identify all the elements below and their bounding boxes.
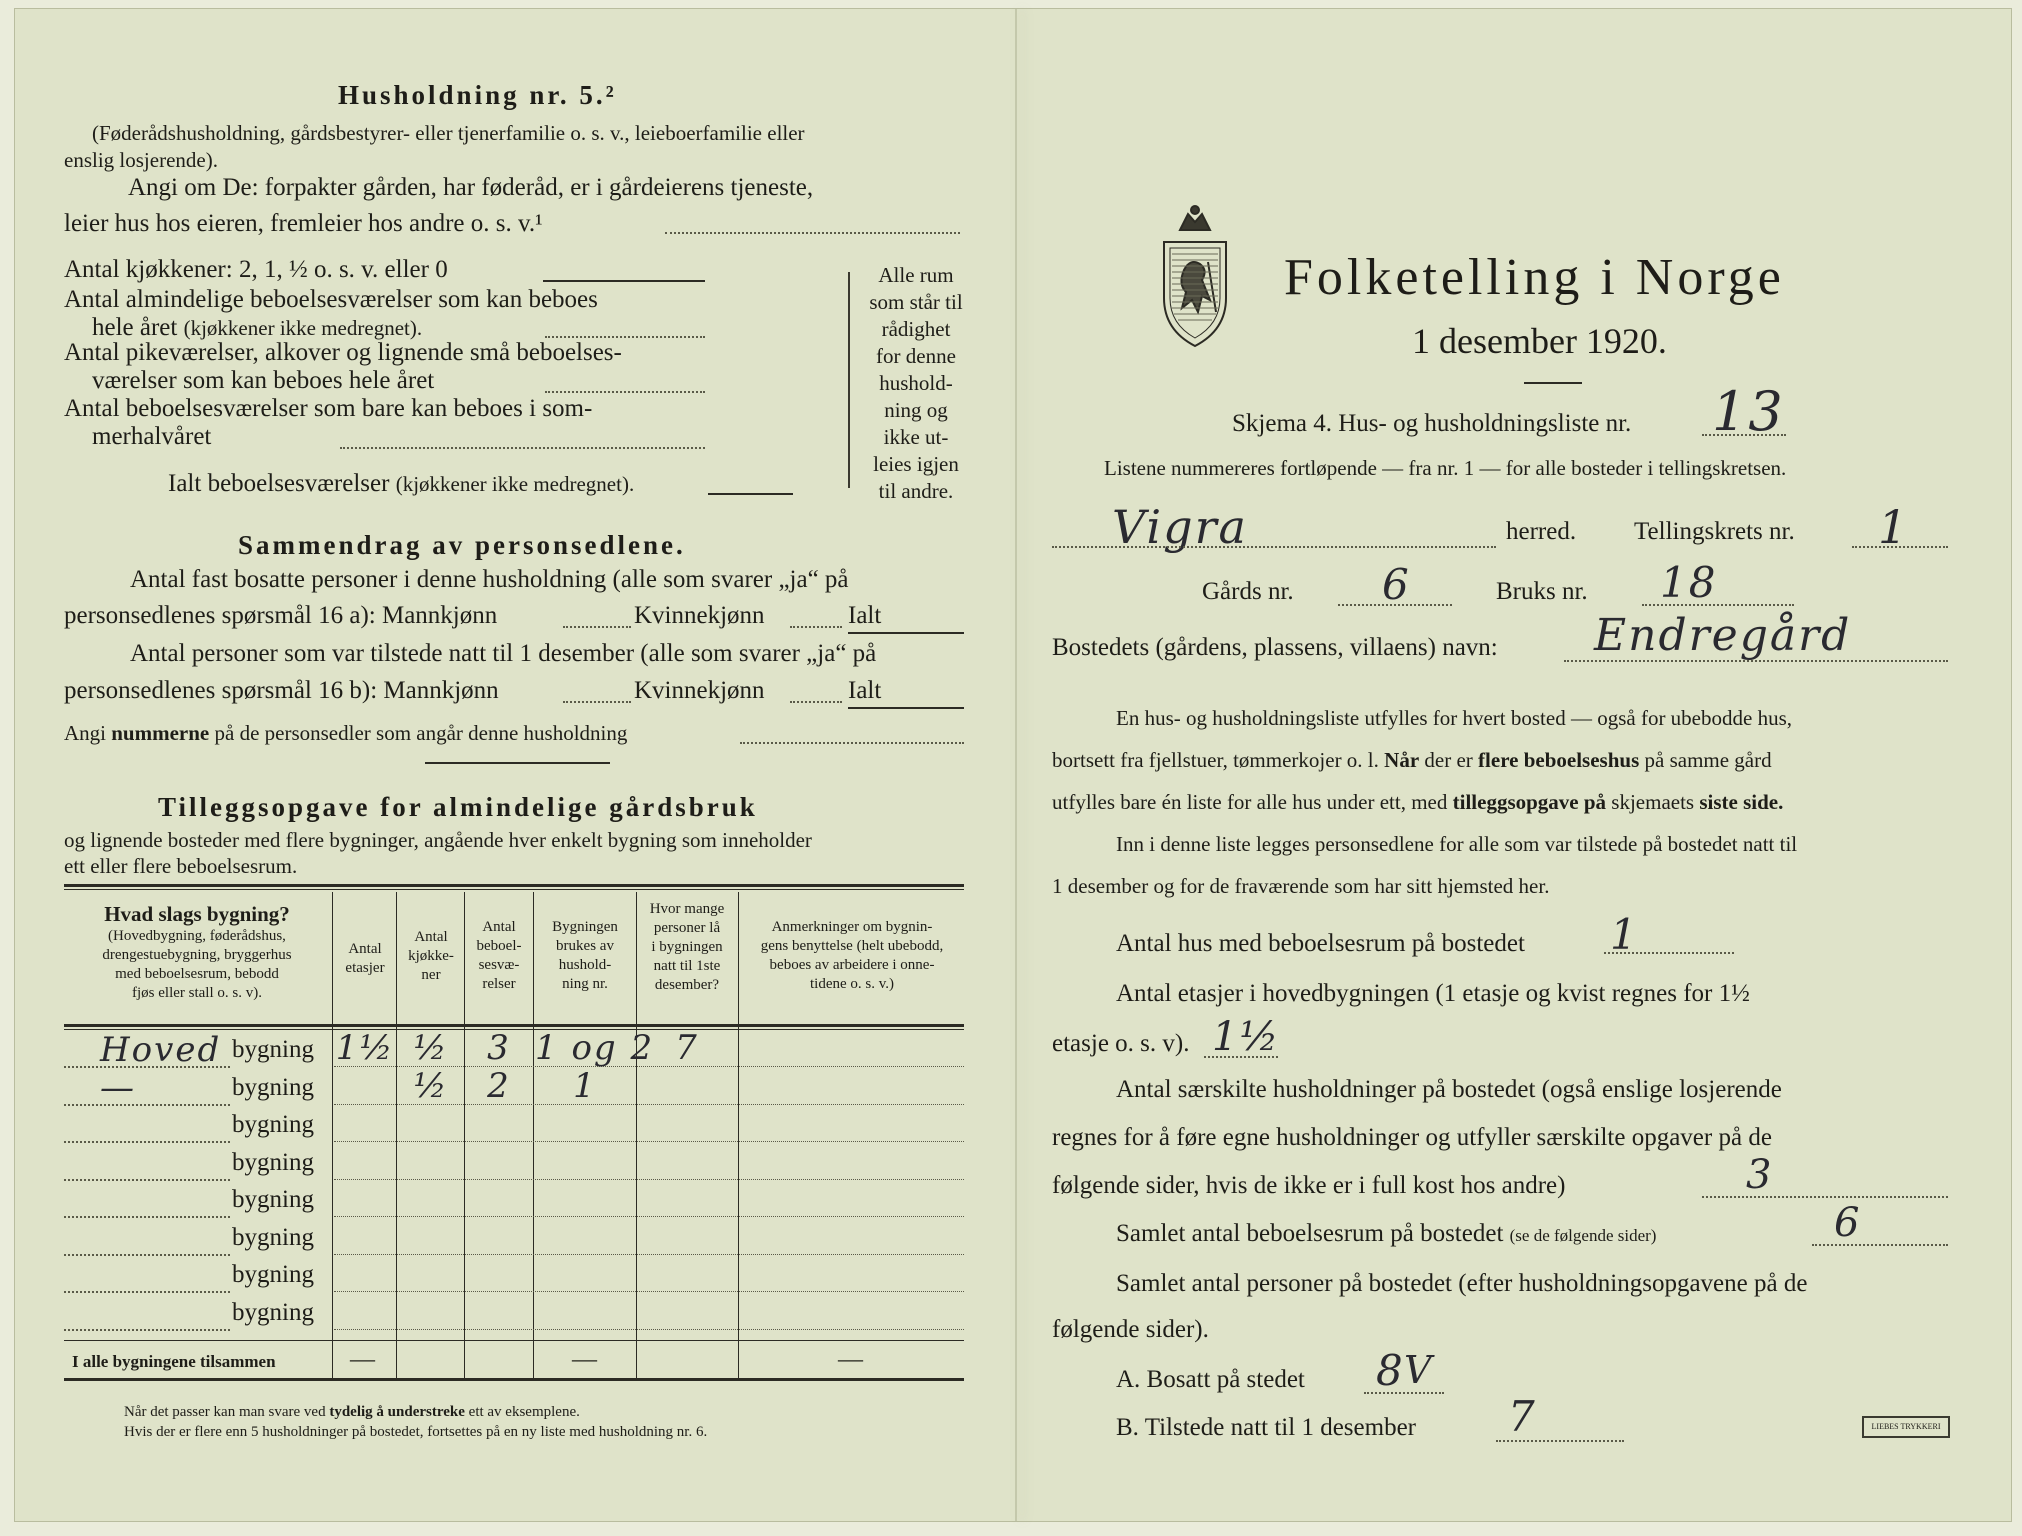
angi-nummerne-line (740, 742, 964, 744)
cell-etasjer: 1½ (335, 1028, 395, 1068)
col-husholdning-line: Bygningen (552, 919, 618, 935)
cell-personer: 7 (675, 1028, 699, 1068)
info-3c: skjemaets (1611, 790, 1695, 814)
sammendrag-p1: Antal fast bosatte personer i denne husholdning (alle som svarer „ja“ på (130, 566, 849, 593)
alm-vaerelser-label-2 (92, 314, 422, 342)
building-label: bygning (232, 1261, 314, 1288)
table-total-rule (64, 1340, 964, 1341)
footnote-2: Hvis der er flere enn 5 husholdninger på bostedet, fortsettes på en ny liste med husholdning nr. 6. (124, 1424, 708, 1440)
col-etasjer-line: etasjer (345, 960, 385, 976)
col-husholdning-line: brukes av (556, 938, 614, 954)
ialt-label-a: Ialt (848, 602, 882, 629)
total-anm-dash: — (838, 1346, 863, 1373)
cell-husholdning: 1 og 2 (535, 1028, 655, 1068)
row-line (334, 1254, 964, 1255)
cell-kjokkener: ½ (413, 1028, 449, 1068)
angi-nummerne (64, 721, 627, 746)
tilstede-line (1496, 1440, 1624, 1442)
pike-label-2: værelser som kan beboes hele året (92, 367, 435, 394)
info-3a: utfylles bare én liste for alle hus under ett, med (1052, 790, 1448, 814)
col-husholdning-line: ning nr. (562, 976, 608, 992)
side-note-line: leies igjen (873, 452, 959, 476)
row-line (334, 1329, 964, 1330)
col-husholdning-line: hushold- (558, 957, 612, 973)
building-label: bygning (232, 1073, 314, 1101)
col-type-title: Hvad slags bygning? (104, 902, 290, 926)
listene-note: Listene nummereres fortløpende — fra nr. 1 — for alle bosteder i tellingskretsen. (1104, 456, 1787, 480)
sommer-label: Antal beboelsesværelser som bare kan beboes i som- (64, 395, 593, 422)
bruks-label: Bruks nr. (1496, 578, 1588, 605)
side-note-line: til andre. (878, 479, 954, 503)
bosatt-checkmark-icon: V (1404, 1348, 1434, 1392)
col-personer-line: desember? (654, 977, 720, 993)
saer-value: 3 (1746, 1152, 1774, 1198)
side-note-line: ning og (884, 398, 948, 422)
hus-value: 1 (1610, 910, 1639, 959)
col-header-kjokkener (398, 928, 464, 985)
info-2a: bortsett fra fjellstuer, tømmerkojer o. l. (1052, 748, 1379, 772)
ialt-label-b: Ialt (848, 677, 882, 704)
cell-kjokkener: ½ (413, 1065, 449, 1106)
info-3b: tilleggsopgave på (1452, 790, 1607, 814)
info-1: En hus- og husholdningsliste utfylles for hvert bosted — også for ubebodde hus, (1116, 706, 1792, 730)
tillegg-sub: og lignende bosteder med flere bygninger, angående hver enkelt bygning som inneholder (64, 828, 812, 852)
col-header-anmerkninger (740, 918, 964, 994)
angi-answer-line (665, 232, 960, 234)
ialt-vaerelser (168, 470, 634, 498)
census-title: Folketelling i Norge (1284, 249, 1785, 306)
angi-question: Angi om De: forpakter gården, har føderåd, er i gårdeierens tjeneste, (128, 174, 814, 201)
info-2 (1052, 748, 1772, 773)
bosted-label: Bostedets (gårdens, plassens, villaens) navn: (1052, 634, 1498, 661)
row-line (64, 1291, 230, 1293)
sommer-line (340, 447, 705, 449)
info-2c: der er (1424, 748, 1473, 772)
info-5: 1 desember og for de fraværende som har sitt hjemsted her. (1052, 874, 1550, 898)
col-divider (396, 892, 397, 1378)
section-divider (425, 762, 610, 764)
col-anm-line: beboes av arbeidere i onne- (769, 957, 935, 973)
info-2e: på samme gård (1644, 748, 1772, 772)
alm-note: (kjøkkener ikke medregnet). (183, 316, 423, 340)
bosatt-value: 8 (1376, 1346, 1405, 1395)
col-header-type (64, 902, 330, 1003)
samlet-pers-label-2: følgende sider). (1052, 1316, 1209, 1343)
col-type-line: med beboelsesrum, bebodd (115, 966, 279, 982)
row-line (64, 1104, 230, 1106)
sammendrag-p2: Antal personer som var tilstede natt til 1 desember (alle som svarer „ja“ på (130, 640, 877, 667)
bosted-line (1564, 660, 1948, 662)
bosted-value: Endregård (1594, 610, 1852, 661)
gards-value: 6 (1382, 560, 1411, 609)
bruks-line (1642, 604, 1794, 606)
kvinne-line-b (790, 701, 842, 703)
household-subtitle: (Føderådshusholdning, gårdsbestyrer- eller tjenerfamilie o. s. v., leieboerfamilie eller (92, 121, 805, 145)
rooms-brace (848, 272, 850, 488)
sammendrag-heading: Sammendrag av personsedlene. (238, 530, 686, 560)
total-etasjer-dash: — (350, 1346, 375, 1373)
tellingskrets-line (1852, 546, 1948, 548)
kvinne-label-a: Kvinnekjønn (634, 602, 765, 629)
sammendrag-p2-2: personsedlenes spørsmål 16 b): Mannkjønn (64, 677, 499, 704)
cell-husholdning: 1 (573, 1065, 597, 1106)
table-header-rule (64, 1024, 964, 1027)
col-header-etasjer (334, 940, 396, 978)
saer-line (1702, 1196, 1948, 1198)
footnote-1c: ett av eksemplene. (468, 1404, 580, 1420)
samlet-rum-label: Samlet antal beboelsesrum på bostedet (1116, 1220, 1504, 1247)
bruks-value: 18 (1660, 558, 1718, 607)
building-label: bygning (232, 1148, 314, 1176)
side-note-line: som står til (869, 290, 963, 314)
row-line (334, 1291, 964, 1292)
row-line (64, 1254, 230, 1256)
side-note-line: Alle rum (878, 263, 954, 287)
tillegg-heading: Tilleggsopgave for almindelige gårdsbruk (158, 792, 758, 822)
herred-value: Vigra (1112, 500, 1248, 554)
kjokkener-underline (543, 280, 705, 282)
angi-word: Angi (64, 721, 106, 745)
household-title: Husholdning nr. 5.² (338, 80, 617, 110)
info-2b: Når (1384, 748, 1420, 772)
col-header-husholdning (535, 918, 635, 994)
kjokkener-label: Antal kjøkkener: 2, 1, ½ o. s. v. eller 0 (64, 256, 448, 283)
mann-line-a (563, 626, 631, 628)
cell-vaerelser: 3 (487, 1028, 511, 1068)
ialt-underline (708, 493, 793, 495)
tellingskrets-label: Tellingskrets nr. (1634, 518, 1795, 545)
building-label: bygning (232, 1298, 314, 1326)
alm-line (545, 336, 705, 338)
col-vaerelser-line: sesvæ- (478, 957, 520, 973)
sommer-label-2: merhalvåret (92, 423, 212, 450)
angi-rest: på de personsedler som angår denne husholdning (214, 721, 628, 745)
angi-bold: nummerne (111, 721, 210, 745)
etasjer-label-2: etasje o. s. v). (1052, 1030, 1190, 1057)
household-subtitle-2: enslig losjerende). (64, 148, 218, 172)
angi-question-2: leier hus hos eieren, fremleier hos andre o. s. v.¹ (64, 210, 543, 237)
building-label: bygning (232, 1186, 314, 1213)
row-line (334, 1141, 964, 1142)
tillegg-sub-2: ett eller flere beboelsesrum. (64, 854, 298, 878)
side-note-line: ikke ut- (883, 425, 949, 449)
ialt-note: (kjøkkener ikke medregnet). (395, 472, 635, 496)
gards-line (1338, 604, 1452, 606)
total-label: I alle bygningene tilsammen (72, 1352, 276, 1371)
pike-line (545, 391, 705, 393)
herred-line (1052, 546, 1496, 548)
samlet-rum-line (1812, 1244, 1948, 1246)
ialt-label: Ialt beboelsesværelser (168, 470, 390, 497)
col-anm-line: tidene o. s. v.) (809, 976, 894, 992)
info-2d: flere beboelseshus (1478, 748, 1640, 772)
col-vaerelser-line: Antal (482, 919, 516, 935)
col-kjokkener-line: ner (421, 967, 441, 983)
col-divider (636, 892, 637, 1378)
col-header-personer (637, 900, 737, 995)
herred-label: herred. (1506, 518, 1577, 545)
col-personer-line: personer lå (653, 920, 721, 936)
norway-coat-of-arms-icon (1150, 200, 1240, 350)
col-etasjer-line: Antal (348, 941, 382, 957)
cell-vaerelser: 2 (487, 1065, 511, 1106)
col-anm-line: gens benyttelse (helt ubebodd, (760, 938, 944, 954)
side-note-line: rådighet (881, 317, 951, 341)
row-line (334, 1216, 964, 1217)
col-divider (738, 892, 739, 1378)
etasjer-line (1204, 1056, 1278, 1058)
row-line (64, 1179, 230, 1181)
total-husholdning-dash: — (572, 1346, 597, 1373)
gards-label: Gårds nr. (1202, 578, 1294, 605)
building-type: Hoved (100, 1030, 222, 1070)
col-divider (332, 892, 333, 1378)
col-personer-line: natt til 1ste (653, 958, 721, 974)
pike-label: Antal pikeværelser, alkover og lignende små beboelses- (64, 339, 622, 366)
table-bottom-rule (64, 1378, 964, 1381)
skjema-label: Skjema 4. Hus- og husholdningsliste nr. (1232, 410, 1632, 437)
rooms-side-note (860, 262, 972, 505)
col-type-line: (Hovedbygning, føderådshus, (108, 928, 286, 944)
saer-label: Antal særskilte husholdninger på bostedet (også enslige losjerende (1116, 1076, 1782, 1103)
col-anm-line: Anmerkninger om bygnin- (771, 919, 933, 935)
kvinne-line-a (790, 626, 842, 628)
col-vaerelser-line: beboel- (476, 938, 522, 954)
ialt-underline-b (848, 707, 964, 709)
etasjer-value: 1½ (1212, 1014, 1281, 1060)
census-date: 1 desember 1920. (1412, 321, 1667, 361)
title-divider (1524, 382, 1582, 384)
building-label: bygning (232, 1036, 314, 1063)
etasjer-label: Antal etasjer i hovedbygningen (1 etasje og kvist regnes for 1½ (1116, 980, 1750, 1007)
footnote-1b: tydelig å understreke (329, 1404, 465, 1420)
tellingskrets-value: 1 (1878, 500, 1910, 554)
col-type-line: drengestuebygning, bryggerhus (102, 947, 292, 963)
building-type: — (100, 1067, 136, 1108)
alm-hele-aaret: hele året (92, 314, 178, 341)
saer-label-3: følgende sider, hvis de ikke er i full kost hos andre) (1052, 1172, 1566, 1199)
saer-label-2: regnes for å føre egne husholdninger og utfyller særskilte opgaver på de (1052, 1124, 1772, 1151)
tilstede-label: B. Tilstede natt til 1 desember (1116, 1414, 1416, 1441)
sammendrag-p1-2: personsedlenes spørsmål 16 a): Mannkjønn (64, 602, 498, 629)
samlet-rum (1116, 1220, 1656, 1248)
kvinne-label-b: Kvinnekjønn (634, 677, 765, 704)
info-4: Inn i denne liste legges personsedlene for alle som var tilstede på bostedet natt til (1116, 832, 1798, 856)
hus-line (1604, 952, 1734, 954)
col-personer-line: i bygningen (651, 939, 723, 955)
row-line (64, 1066, 230, 1068)
page-fold (1015, 9, 1017, 1521)
col-header-vaerelser (466, 918, 532, 994)
col-personer-line: Hvor mange (649, 901, 725, 917)
col-divider (464, 892, 465, 1378)
bosatt-label: A. Bosatt på stedet (1116, 1366, 1305, 1393)
info-3 (1052, 790, 1783, 815)
samlet-rum-value: 6 (1834, 1200, 1862, 1246)
samlet-pers-label: Samlet antal personer på bostedet (efter husholdningsopgavene på de (1116, 1270, 1808, 1297)
skjema-number: 13 (1712, 380, 1785, 443)
table-top-rule-2 (64, 889, 964, 890)
row-line (64, 1329, 230, 1331)
hus-label: Antal hus med beboelsesrum på bostedet (1116, 930, 1525, 957)
col-divider (533, 892, 534, 1378)
building-label: bygning (232, 1111, 314, 1138)
ialt-underline-a (848, 632, 964, 634)
skjema-line (1702, 434, 1786, 436)
footnote-1a: Når det passer kan man svare ved (124, 1404, 326, 1420)
row-line (64, 1216, 230, 1218)
samlet-rum-note: (se de følgende sider) (1509, 1226, 1657, 1245)
tilstede-value: 7 (1508, 1392, 1537, 1441)
side-note-line: hushold- (879, 371, 953, 395)
row-line (334, 1179, 964, 1180)
side-note-line: for denne (876, 344, 956, 368)
bosatt-line (1364, 1392, 1444, 1394)
printer-stamp: LIEBES TRYKKERI (1862, 1416, 1950, 1438)
mann-line-b (563, 701, 631, 703)
building-label: bygning (232, 1223, 314, 1251)
col-kjokkener-line: kjøkke- (408, 948, 454, 964)
info-3d: siste side. (1699, 790, 1784, 814)
footnote-1 (124, 1404, 580, 1421)
alm-vaerelser-label: Antal almindelige beboelsesværelser som kan beboes (64, 286, 598, 313)
row-line (64, 1141, 230, 1143)
col-vaerelser-line: relser (482, 976, 516, 992)
col-type-line: fjøs eller stall o. s. v). (132, 985, 262, 1001)
col-kjokkener-line: Antal (414, 929, 448, 945)
table-top-rule (64, 884, 964, 887)
